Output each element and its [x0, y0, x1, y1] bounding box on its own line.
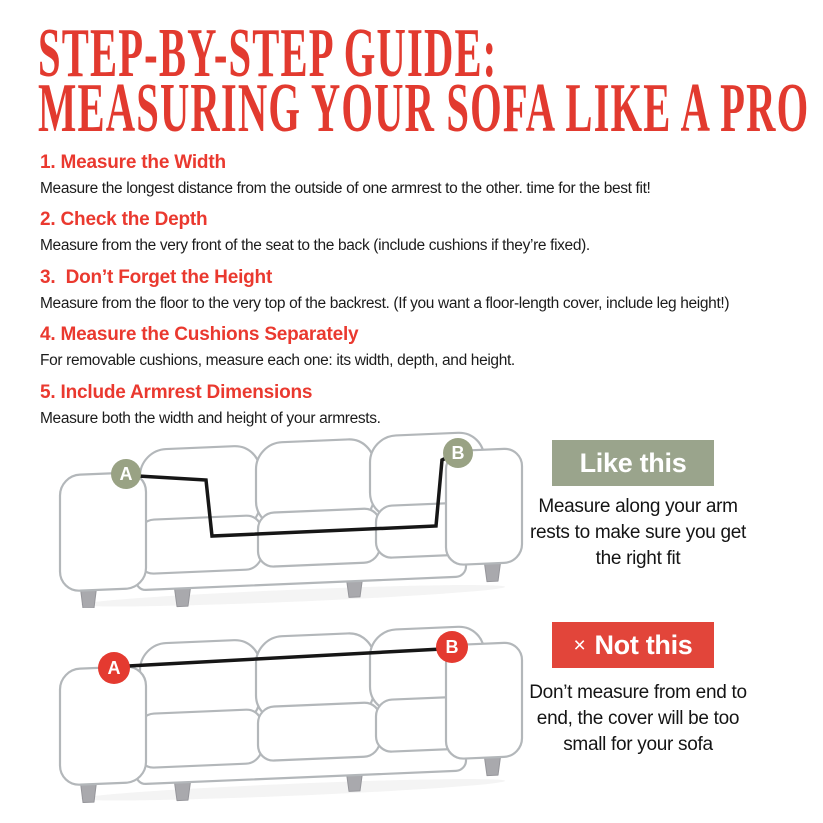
page-title-line-1: STEP-BY-STEP GUIDE:	[38, 15, 498, 92]
step-2-heading: 2. Check the Depth	[40, 209, 208, 231]
sofa-diagram-incorrect	[48, 608, 528, 803]
armrest-left	[60, 666, 146, 786]
step-4-body: For removable cushions, measure each one: its width, depth, and height.	[40, 352, 515, 370]
not-this-description: Don’t measure from end to end, the cover will be too small for your sofa	[529, 682, 747, 756]
steps-list	[40, 152, 822, 439]
like-this-label: Like this	[579, 447, 687, 478]
marker-b-label: B	[445, 637, 459, 657]
page-title-line-2: MEASURING YOUR SOFA LIKE A PRO	[38, 70, 810, 147]
step-3-body: Measure from the floor to the very top of the backrest. (If you want a floor-length cover, include leg height!)	[40, 294, 730, 312]
step-1-heading: 1. Measure the Width	[40, 152, 226, 173]
step-1-body: Measure the longest distance from the outside of one armrest to the other. time for the best fit!	[40, 180, 651, 197]
not-this-badge	[552, 622, 714, 668]
step-4-heading: 4. Measure the Cushions Separately	[40, 324, 359, 346]
seat-cushion-left	[138, 515, 262, 574]
not-this-label: Not this	[594, 629, 693, 660]
page-title	[38, 15, 823, 147]
step-3-heading: 3. Don’t Forget the Height	[40, 266, 273, 288]
marker-a-label: A	[119, 464, 133, 484]
marker-b-label: B	[451, 443, 465, 463]
like-this-badge	[552, 440, 714, 486]
step-2-body: Measure from the very front of the seat to the back (include cushions if they’re fixed).	[40, 237, 590, 255]
marker-a-label: A	[107, 658, 121, 678]
step-5-body: Measure both the width and height of your armrests.	[40, 409, 381, 427]
x-icon: ×	[573, 633, 586, 657]
seat-cushion-middle	[258, 702, 380, 761]
like-this-description: Measure along your arm rests to make sure you get the right fit	[529, 496, 747, 570]
seat-cushion-middle	[258, 508, 380, 567]
seat-cushion-left	[138, 709, 262, 768]
sofa-diagram-correct	[48, 418, 528, 608]
step-5-heading: 5. Include Armrest Dimensions	[40, 381, 313, 403]
armrest-left	[60, 472, 146, 592]
